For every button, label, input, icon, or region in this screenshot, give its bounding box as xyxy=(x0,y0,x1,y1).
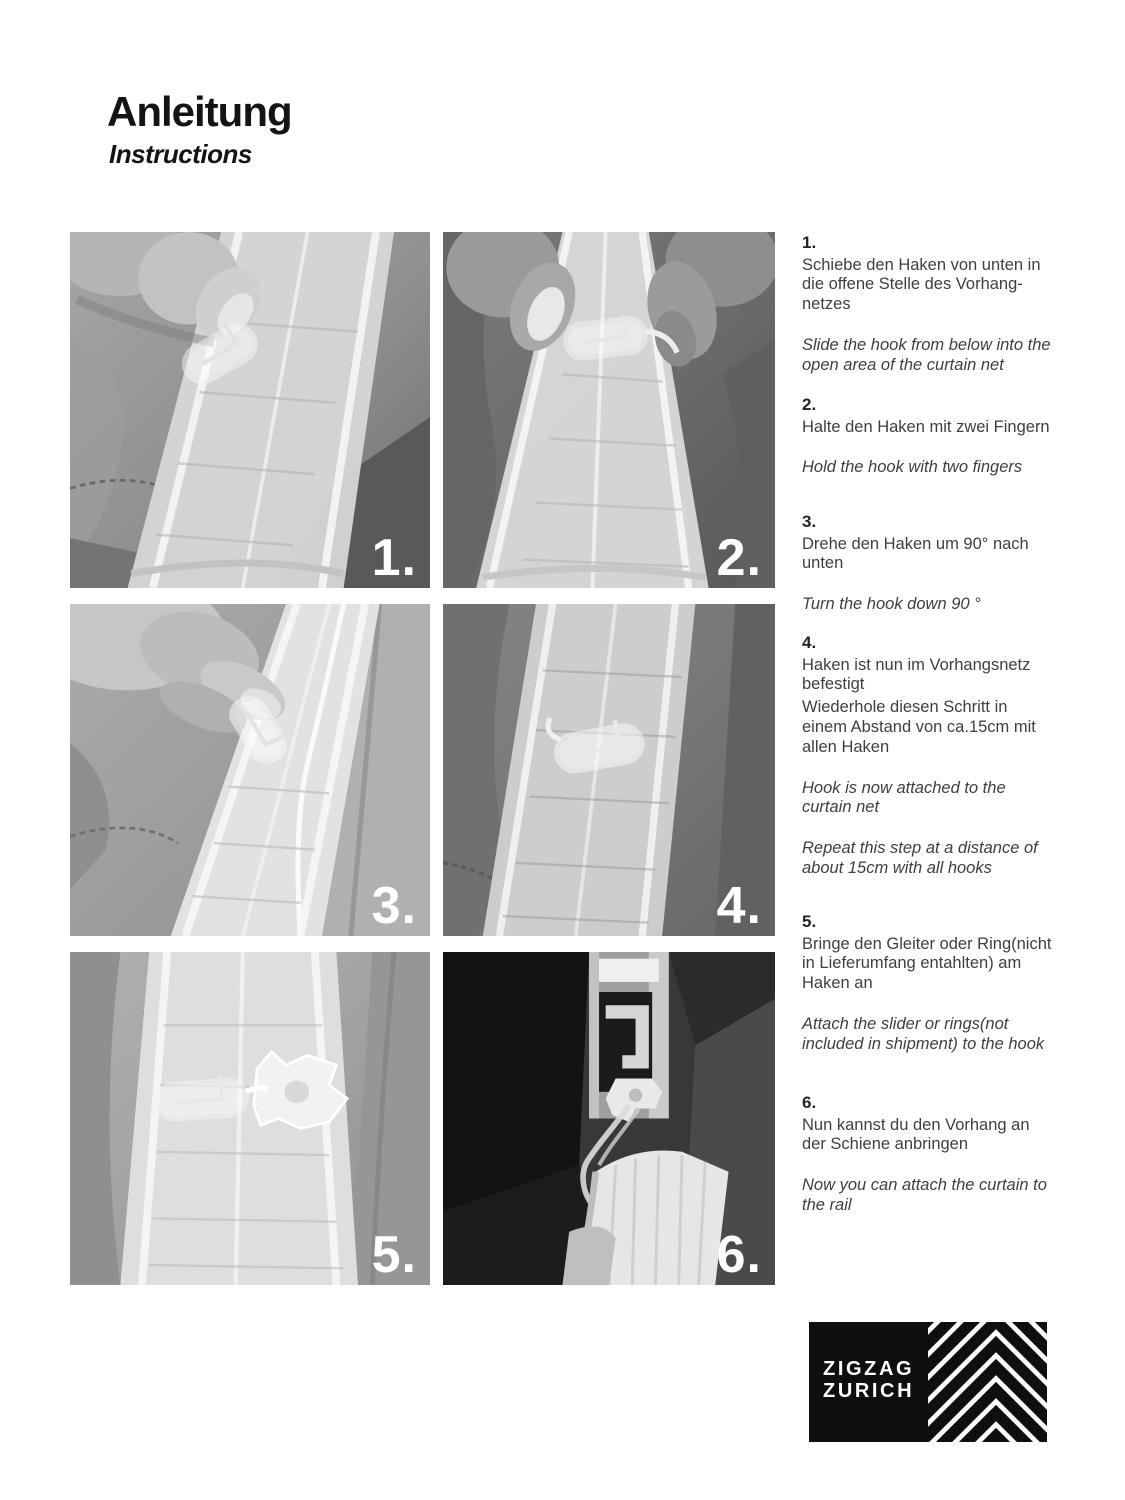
step-3 xyxy=(802,513,1052,615)
photo-number-label: 1. xyxy=(371,529,417,587)
step-5 xyxy=(802,913,1052,1055)
step-4-text-english-2: Repeat this step at a distance of about 15cm with all hooks xyxy=(802,839,1038,878)
step-5-text-german: Bringe den Gleiter oder Ring(nicht in Lieferumfang entahlten) am Haken an xyxy=(802,934,1052,993)
step-photo-5 xyxy=(70,952,430,1285)
step-1-text-german: Schiebe den Haken von unten in die offene Stelle des Vorhang-netzes xyxy=(802,255,1041,314)
photo-number-label: 2. xyxy=(716,529,762,587)
step-photo-3 xyxy=(70,604,430,936)
logo-word-zurich: ZURICH xyxy=(823,1380,915,1402)
step-1 xyxy=(802,234,1052,376)
step-2 xyxy=(802,396,1052,478)
step-photo-1 xyxy=(70,232,430,588)
step-4-text-german: Haken ist nun im Vorhangsnetz befestigt xyxy=(802,655,1031,694)
zigzag-zurich-logo xyxy=(809,1322,1047,1442)
photo-number-label: 4. xyxy=(716,877,762,935)
step-2-text-german: Halte den Haken mit zwei Fingern xyxy=(802,417,1050,436)
step-6 xyxy=(802,1094,1052,1216)
photo-number-label: 6. xyxy=(716,1226,762,1284)
step-4 xyxy=(802,634,1052,879)
step-3-number: 3. xyxy=(802,512,817,531)
step-2-number: 2. xyxy=(802,395,817,414)
step-photo-4 xyxy=(443,604,775,936)
page-subtitle: Instructions xyxy=(109,139,252,169)
step-4-text-english: Hook is now attached to the curtain net xyxy=(802,778,1006,817)
photo-number-label: 3. xyxy=(371,877,417,935)
step-photo-6 xyxy=(443,952,775,1285)
step-6-number: 6. xyxy=(802,1093,817,1112)
step-6-text-german: Nun kannst du den Vorhang an der Schiene anbringen xyxy=(802,1115,1030,1154)
page-title: Anleitung xyxy=(107,88,292,135)
step-1-number: 1. xyxy=(802,233,817,252)
step-photo-2 xyxy=(443,232,775,588)
chevron-pattern-icon xyxy=(928,1322,1047,1442)
step-4-text-german-2: Wiederhole diesen Schritt in einem Abstand von ca.15cm mit allen Haken xyxy=(802,698,1036,756)
step-6-text-english: Now you can attach the curtain to the rail xyxy=(802,1176,1047,1215)
step-3-text-english: Turn the hook down 90 ° xyxy=(802,595,981,614)
step-3-text-german: Drehe den Haken um 90° nach unten xyxy=(802,534,1029,573)
photo-number-label: 5. xyxy=(371,1226,417,1284)
step-5-number: 5. xyxy=(802,912,817,931)
step-2-text-english: Hold the hook with two fingers xyxy=(802,458,1023,477)
step-1-text-english: Slide the hook from below into the open area of the curtain net xyxy=(802,336,1051,374)
step-4-number: 4. xyxy=(802,633,817,652)
step-5-text-english: Attach the slider or rings(not included in shipment) to the hook xyxy=(802,1015,1045,1053)
logo-word-zigzag: ZIGZAG xyxy=(823,1358,915,1380)
logo-wordmark xyxy=(809,1322,928,1442)
